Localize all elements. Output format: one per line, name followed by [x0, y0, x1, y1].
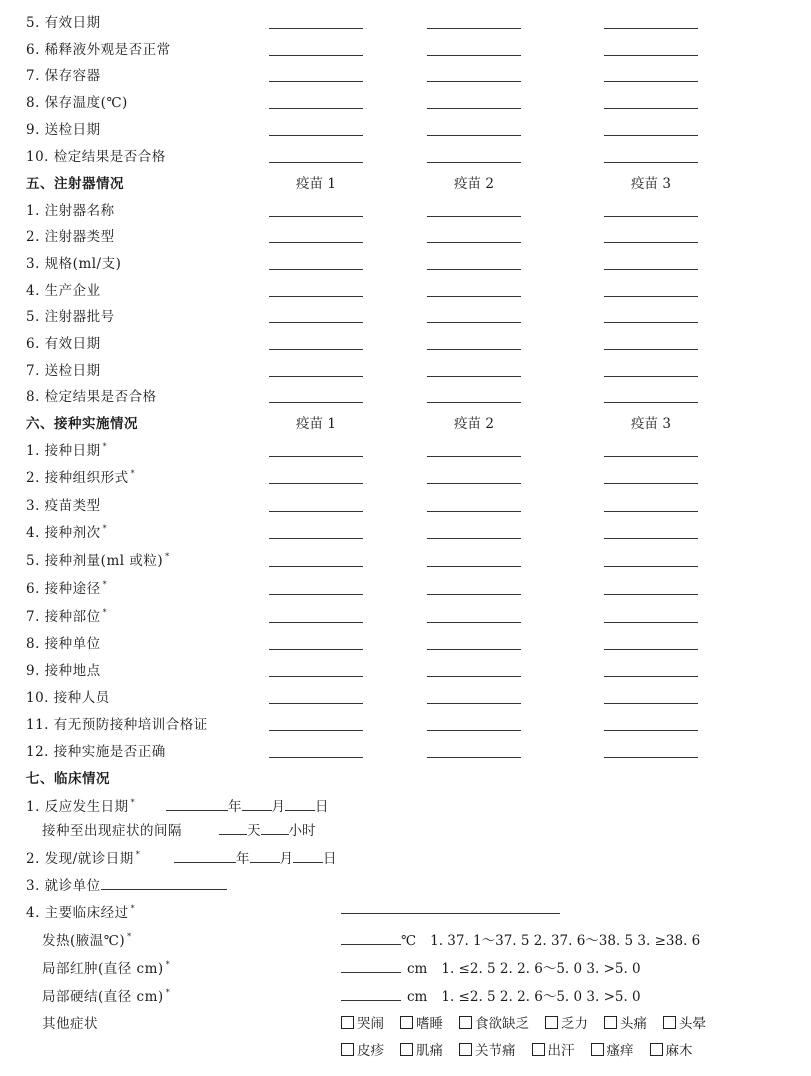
interval-row — [0, 815, 811, 842]
days-input[interactable] — [219, 822, 247, 835]
day-input[interactable] — [293, 850, 323, 863]
required-mark: * — [165, 960, 171, 969]
blank-field[interactable] — [269, 269, 363, 270]
unit-label: cm — [407, 961, 428, 977]
field-label: 11. 有无预防接种培训合格证 — [26, 717, 208, 733]
redness-field — [341, 957, 641, 977]
field-label: 12. 接种实施是否正确 — [26, 744, 166, 760]
blank-field[interactable] — [269, 566, 363, 567]
date-fields — [174, 847, 337, 867]
field-label-text: 1. 接种日期 — [26, 443, 101, 459]
field-label-text: 2. 发现/就诊日期 — [26, 851, 134, 867]
field-label-text: 局部硬结(直径 cm) — [42, 989, 164, 1005]
size-options: 1. ≤2. 5 2. 2. 6～5. 0 3. >5. 0 — [441, 961, 641, 977]
checkbox[interactable] — [604, 1016, 617, 1029]
blank-field[interactable] — [604, 538, 698, 539]
blank-field[interactable] — [269, 594, 363, 595]
required-mark: * — [165, 552, 170, 561]
blank-field[interactable] — [269, 622, 363, 623]
column-header: 疫苗 2 — [454, 416, 494, 432]
form-row — [0, 573, 811, 600]
course-row — [0, 897, 811, 924]
interval-fields — [219, 819, 316, 839]
date-fields — [166, 795, 329, 815]
blank-field[interactable] — [427, 649, 521, 650]
blank-field[interactable] — [427, 135, 521, 136]
form-row — [0, 7, 811, 34]
blank-field[interactable] — [427, 376, 521, 377]
blank-field[interactable] — [269, 216, 363, 217]
year-input[interactable] — [174, 850, 236, 863]
fever-input[interactable] — [341, 932, 401, 945]
blank-field[interactable] — [427, 511, 521, 512]
field-label: 9. 接种地点 — [26, 663, 101, 679]
symptom-label: 肌痛 — [416, 1043, 443, 1059]
field-label-text: 发热(腋温℃) — [42, 933, 126, 949]
symptom-options — [341, 1039, 693, 1059]
month-input[interactable] — [242, 798, 272, 811]
blank-field[interactable] — [604, 622, 698, 623]
days-label: 天 — [247, 823, 261, 839]
form-row — [0, 435, 811, 462]
fever-field — [341, 929, 700, 949]
symptom-option[interactable] — [459, 1039, 516, 1059]
field-label — [42, 985, 170, 1005]
field-label: 8. 检定结果是否合格 — [26, 389, 157, 405]
field-label: 6. 有效日期 — [26, 336, 101, 352]
blank-field[interactable] — [427, 730, 521, 731]
field-label: 5. 有效日期 — [26, 15, 101, 31]
field-label — [26, 605, 107, 625]
symptom-label: 麻木 — [665, 1043, 693, 1059]
field-label: 2. 注射器类型 — [26, 229, 115, 245]
blank-field[interactable] — [604, 242, 698, 243]
blank-field[interactable] — [269, 296, 363, 297]
symptom-label: 嗜睡 — [416, 1016, 443, 1032]
year-input[interactable] — [166, 798, 228, 811]
blank-field[interactable] — [604, 483, 698, 484]
size-options: 1. ≤2. 5 2. 2. 6～5. 0 3. >5. 0 — [441, 989, 641, 1005]
field-label — [26, 577, 107, 597]
form-row — [0, 275, 811, 302]
form-row — [0, 490, 811, 517]
blank-field[interactable] — [604, 81, 698, 82]
field-label: 1. 注射器名称 — [26, 203, 115, 219]
field-label: 其他症状 — [42, 1016, 98, 1032]
required-mark: * — [102, 442, 108, 451]
symptom-option[interactable] — [459, 1012, 529, 1032]
blank-field[interactable] — [269, 703, 363, 704]
blank-field[interactable] — [269, 511, 363, 512]
blank-field[interactable] — [269, 242, 363, 243]
unit-label: cm — [407, 989, 428, 1005]
checkbox[interactable] — [663, 1016, 676, 1029]
blank-field[interactable] — [604, 28, 698, 29]
checkbox[interactable] — [545, 1016, 558, 1029]
fever-options: 1. 37. 1～37. 5 2. 37. 6～38. 5 3. ≥38. 6 — [430, 933, 701, 949]
symptom-option[interactable] — [532, 1039, 575, 1059]
blank-field[interactable] — [269, 322, 363, 323]
form-row — [0, 628, 811, 655]
form-row — [0, 195, 811, 222]
blank-field[interactable] — [604, 55, 698, 56]
checkbox[interactable] — [400, 1016, 413, 1029]
blank-field[interactable] — [427, 216, 521, 217]
symptom-label: 瘙痒 — [606, 1043, 634, 1059]
field-label: 8. 保存温度(℃) — [26, 95, 128, 111]
field-label — [26, 795, 135, 815]
blank-field[interactable] — [427, 538, 521, 539]
section-title: 五、注射器情况 — [26, 176, 124, 192]
field-label: 7. 送检日期 — [26, 363, 101, 379]
field-label: 9. 送检日期 — [26, 122, 101, 138]
year-label: 年 — [228, 799, 242, 815]
form-row — [0, 301, 811, 328]
symptom-label: 皮疹 — [357, 1043, 384, 1059]
form-row — [0, 355, 811, 382]
form-row — [0, 114, 811, 141]
field-label: 4. 生产企业 — [26, 283, 101, 299]
checkbox[interactable] — [400, 1043, 413, 1056]
required-mark: * — [102, 524, 108, 533]
form-row — [0, 736, 811, 763]
blank-field[interactable] — [604, 162, 698, 163]
field-label — [26, 439, 107, 459]
blank-field[interactable] — [427, 483, 521, 484]
blank-field[interactable] — [269, 162, 363, 163]
section-header — [0, 763, 811, 790]
blank-field[interactable] — [427, 322, 521, 323]
month-label: 月 — [279, 851, 293, 867]
column-header: 疫苗 2 — [454, 176, 494, 192]
blank-field[interactable] — [427, 622, 521, 623]
checkbox[interactable] — [341, 1043, 354, 1056]
blank-field[interactable] — [604, 108, 698, 109]
blank-field[interactable] — [604, 135, 698, 136]
day-label: 日 — [323, 851, 337, 867]
field-label — [26, 901, 135, 921]
blank-field[interactable] — [427, 676, 521, 677]
form-row — [0, 655, 811, 682]
visit-date-row — [0, 843, 811, 870]
blank-field[interactable] — [604, 322, 698, 323]
field-label: 5. 注射器批号 — [26, 309, 115, 325]
blank-field[interactable] — [604, 376, 698, 377]
blank-field[interactable] — [427, 757, 521, 758]
form-row — [0, 328, 811, 355]
symptom-label: 食欲缺乏 — [475, 1016, 529, 1032]
form-row — [0, 682, 811, 709]
blank-field[interactable] — [269, 135, 363, 136]
checkbox[interactable] — [341, 1016, 354, 1029]
symptom-option[interactable] — [341, 1039, 384, 1059]
symptom-option[interactable] — [663, 1012, 706, 1032]
month-input[interactable] — [250, 850, 280, 863]
blank-field[interactable] — [269, 81, 363, 82]
unit-row — [0, 870, 811, 897]
field-label: 接种至出现症状的间隔 — [42, 823, 182, 839]
field-label — [42, 929, 132, 949]
symptom-label: 乏力 — [561, 1016, 588, 1032]
blank-field[interactable] — [604, 269, 698, 270]
induration-field — [341, 985, 641, 1005]
blank-field[interactable] — [604, 296, 698, 297]
field-label-text: 1. 反应发生日期 — [26, 799, 129, 815]
blank-field[interactable] — [604, 456, 698, 457]
field-label-text: 4. 接种剂次 — [26, 525, 101, 541]
checkbox[interactable] — [459, 1043, 472, 1056]
blank-field[interactable] — [269, 456, 363, 457]
symptom-option[interactable] — [341, 1012, 384, 1032]
required-mark: * — [102, 608, 108, 617]
other-symptoms-row — [0, 1035, 811, 1062]
symptom-option[interactable] — [650, 1039, 693, 1059]
field-label — [26, 466, 135, 486]
field-label-text: 3. 就诊单位 — [26, 878, 101, 894]
year-label: 年 — [236, 851, 250, 867]
checkbox[interactable] — [532, 1043, 545, 1056]
unit-label: ℃ — [401, 933, 417, 949]
blank-field[interactable] — [427, 108, 521, 109]
blank-field[interactable] — [269, 349, 363, 350]
symptom-option[interactable] — [545, 1012, 588, 1032]
blank-field[interactable] — [604, 649, 698, 650]
day-label: 日 — [315, 799, 329, 815]
checkbox[interactable] — [591, 1043, 604, 1056]
form-row — [0, 462, 811, 489]
field-label: 8. 接种单位 — [26, 636, 101, 652]
field-label-text: 7. 接种部位 — [26, 609, 101, 625]
field-label — [26, 874, 227, 894]
field-label: 10. 检定结果是否合格 — [26, 149, 166, 165]
field-label — [26, 847, 140, 867]
field-label-text: 2. 接种组织形式 — [26, 470, 129, 486]
form-row — [0, 601, 811, 628]
redness-row — [0, 953, 811, 980]
form-row — [0, 248, 811, 275]
column-header: 疫苗 3 — [631, 416, 671, 432]
blank-field[interactable] — [427, 242, 521, 243]
blank-field[interactable] — [604, 216, 698, 217]
form-row — [0, 517, 811, 544]
redness-input[interactable] — [341, 960, 401, 973]
blank-field[interactable] — [427, 456, 521, 457]
form-row — [0, 60, 811, 87]
blank-field[interactable] — [269, 676, 363, 677]
required-mark: * — [130, 469, 136, 478]
symptom-label: 头晕 — [679, 1016, 706, 1032]
blank-field[interactable] — [604, 349, 698, 350]
induration-input[interactable] — [341, 988, 401, 1001]
blank-field[interactable] — [604, 730, 698, 731]
field-label: 3. 规格(ml/支) — [26, 256, 122, 272]
section-title: 七、临床情况 — [26, 771, 110, 787]
blank-field[interactable] — [269, 28, 363, 29]
blank-field[interactable] — [269, 538, 363, 539]
required-mark: * — [165, 988, 171, 997]
symptom-label: 出汗 — [547, 1043, 575, 1059]
blank-field[interactable] — [269, 649, 363, 650]
blank-field[interactable] — [269, 730, 363, 731]
form-row — [0, 221, 811, 248]
blank-field[interactable] — [604, 757, 698, 758]
field-label: 7. 保存容器 — [26, 68, 101, 84]
blank-field[interactable] — [269, 108, 363, 109]
blank-field[interactable] — [427, 566, 521, 567]
blank-field[interactable] — [604, 703, 698, 704]
blank-field[interactable] — [427, 81, 521, 82]
required-mark: * — [135, 850, 141, 859]
form-row — [0, 709, 811, 736]
blank-field[interactable] — [604, 402, 698, 403]
column-header: 疫苗 3 — [631, 176, 671, 192]
blank-field[interactable] — [604, 594, 698, 595]
symptom-options — [341, 1012, 706, 1032]
onset-date-row — [0, 791, 811, 818]
symptom-option[interactable] — [604, 1012, 647, 1032]
blank-field[interactable] — [269, 757, 363, 758]
field-label — [42, 957, 170, 977]
section-header — [0, 408, 811, 435]
blank-field[interactable] — [427, 703, 521, 704]
field-label-text: 6. 接种途径 — [26, 581, 101, 597]
symptom-option[interactable] — [400, 1012, 443, 1032]
required-mark: * — [102, 580, 108, 589]
blank-field[interactable] — [269, 483, 363, 484]
form-row — [0, 141, 811, 168]
course-input[interactable] — [341, 901, 560, 914]
blank-field[interactable] — [604, 566, 698, 567]
field-label: 10. 接种人员 — [26, 690, 110, 706]
symptom-option[interactable] — [591, 1039, 634, 1059]
fever-row — [0, 925, 811, 952]
blank-field[interactable] — [604, 676, 698, 677]
blank-field[interactable] — [427, 28, 521, 29]
field-label — [26, 549, 170, 569]
symptom-label: 哭闹 — [357, 1016, 384, 1032]
symptom-option[interactable] — [400, 1039, 443, 1059]
field-label-text: 局部红肿(直径 cm) — [42, 961, 164, 977]
induration-row — [0, 981, 811, 1008]
checkbox[interactable] — [459, 1016, 472, 1029]
blank-field[interactable] — [427, 296, 521, 297]
blank-field[interactable] — [269, 55, 363, 56]
hours-label: 小时 — [288, 823, 316, 839]
form-row — [0, 87, 811, 114]
required-mark: * — [130, 904, 136, 913]
blank-field[interactable] — [427, 594, 521, 595]
course-field — [341, 901, 560, 918]
day-input[interactable] — [285, 798, 315, 811]
field-label: 6. 稀释液外观是否正常 — [26, 42, 171, 58]
form-row — [0, 545, 811, 572]
column-header: 疫苗 1 — [296, 416, 336, 432]
checkbox[interactable] — [650, 1043, 663, 1056]
other-symptoms-row — [0, 1008, 811, 1035]
month-label: 月 — [271, 799, 285, 815]
unit-input[interactable] — [101, 877, 227, 890]
form-row — [0, 381, 811, 408]
blank-field[interactable] — [427, 55, 521, 56]
section-title: 六、接种实施情况 — [26, 416, 138, 432]
field-label — [26, 521, 107, 541]
blank-field[interactable] — [427, 269, 521, 270]
field-label: 3. 疫苗类型 — [26, 498, 101, 514]
blank-field[interactable] — [269, 376, 363, 377]
symptom-label: 关节痛 — [475, 1043, 516, 1059]
hours-input[interactable] — [261, 822, 289, 835]
required-mark: * — [127, 932, 132, 941]
form-row — [0, 34, 811, 61]
field-label-text: 5. 接种剂量(ml 或粒) — [26, 553, 164, 569]
blank-field[interactable] — [269, 402, 363, 403]
blank-field[interactable] — [427, 402, 521, 403]
blank-field[interactable] — [604, 511, 698, 512]
blank-field[interactable] — [427, 162, 521, 163]
symptom-label: 头痛 — [620, 1016, 647, 1032]
section-header — [0, 168, 811, 195]
field-label-text: 4. 主要临床经过 — [26, 905, 129, 921]
column-header: 疫苗 1 — [296, 176, 336, 192]
blank-field[interactable] — [427, 349, 521, 350]
required-mark: * — [130, 798, 136, 807]
